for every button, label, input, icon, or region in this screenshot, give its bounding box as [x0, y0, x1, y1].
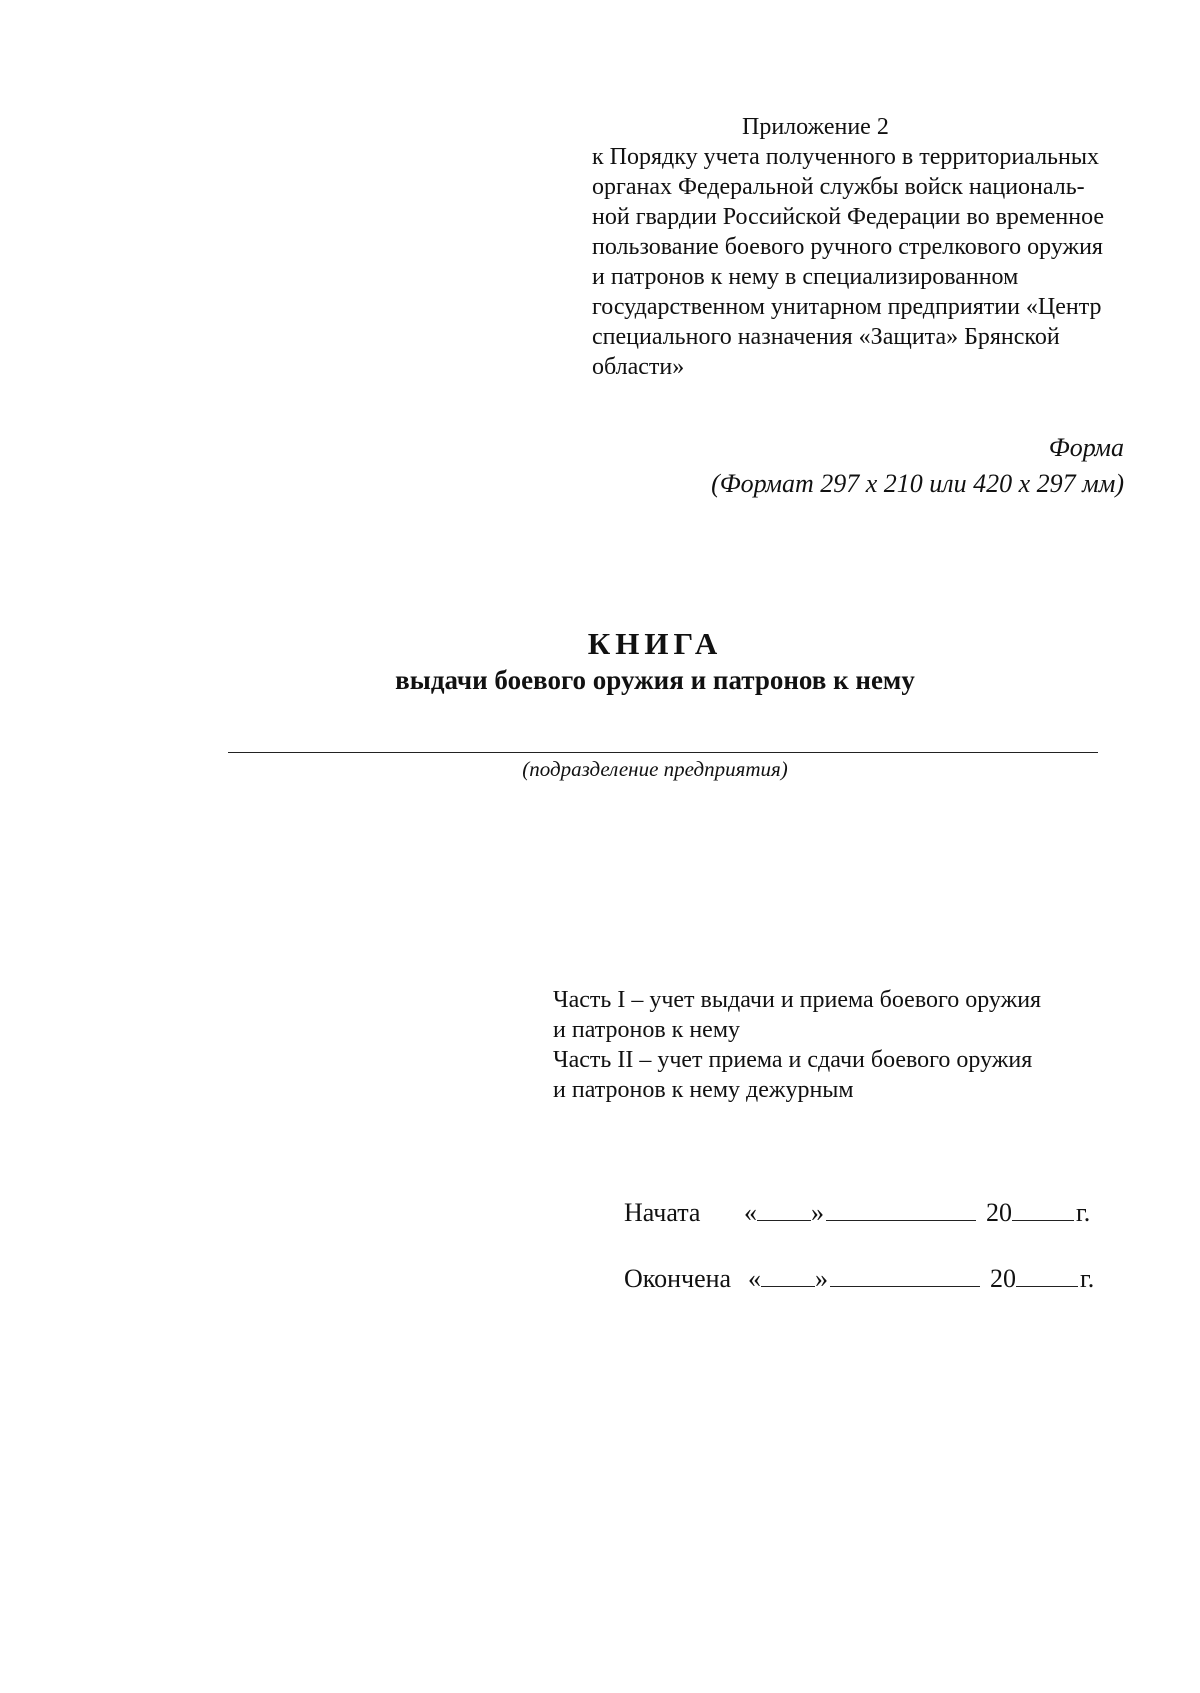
ended-year-prefix: 20 [990, 1264, 1016, 1293]
appendix-line: пользование боевого ручного стрелкового оружия [592, 234, 1103, 260]
started-label: Начата [624, 1198, 701, 1227]
book-subtitle: выдачи боевого оружия и патронов к нему [395, 665, 915, 695]
form-label: Форма [1048, 433, 1124, 462]
appendix-line: к Порядку учета полученного в территориальных [592, 144, 1099, 170]
division-caption: (подразделение предприятия) [522, 757, 788, 781]
appendix-line: органах Федеральной службы войск националь- [592, 174, 1085, 200]
appendix-line: государственном унитарном предприятии «Центр [592, 294, 1102, 320]
ended-year-blank [1016, 1264, 1078, 1287]
started-year-blank [1012, 1198, 1074, 1221]
form-mark [711, 430, 1124, 502]
appendix-line: специального назначения «Защита» Брянской [592, 324, 1060, 350]
appendix-line: ной гвардии Российской Федерации во временное [592, 204, 1105, 230]
ended-date-row [624, 1264, 1094, 1294]
appendix-line: и патронов к нему в специализированном [592, 264, 1019, 290]
part-line: Часть I – учет выдачи и приема боевого оружия [553, 987, 1042, 1013]
form-format: (Формат 297 х 210 или 420 х 297 мм) [711, 469, 1124, 498]
started-year-prefix: 20 [986, 1198, 1012, 1227]
close-quote: » [811, 1198, 824, 1227]
part-line: Часть II – учет приема и сдачи боевого оружия [553, 1047, 1033, 1073]
ended-day-blank [761, 1264, 815, 1287]
started-month-blank [826, 1198, 976, 1221]
open-quote: « [748, 1264, 761, 1293]
part-line: и патронов к нему дежурным [553, 1077, 854, 1103]
ended-year-suffix: г. [1080, 1264, 1095, 1293]
ended-label: Окончена [624, 1264, 732, 1293]
appendix-line: области» [592, 354, 685, 380]
open-quote: « [744, 1198, 757, 1227]
close-quote: » [815, 1264, 828, 1293]
started-date-row [624, 1198, 1090, 1228]
appendix-title: Приложение 2 [742, 114, 889, 140]
ended-month-blank [830, 1264, 980, 1287]
part-line: и патронов к нему [553, 1017, 741, 1043]
started-day-blank [757, 1198, 811, 1221]
division-fill-line [228, 752, 1098, 753]
started-year-suffix: г. [1076, 1198, 1091, 1227]
appendix-block [592, 112, 1132, 382]
book-title: КНИГА [587, 626, 723, 661]
parts-list [553, 985, 1041, 1105]
